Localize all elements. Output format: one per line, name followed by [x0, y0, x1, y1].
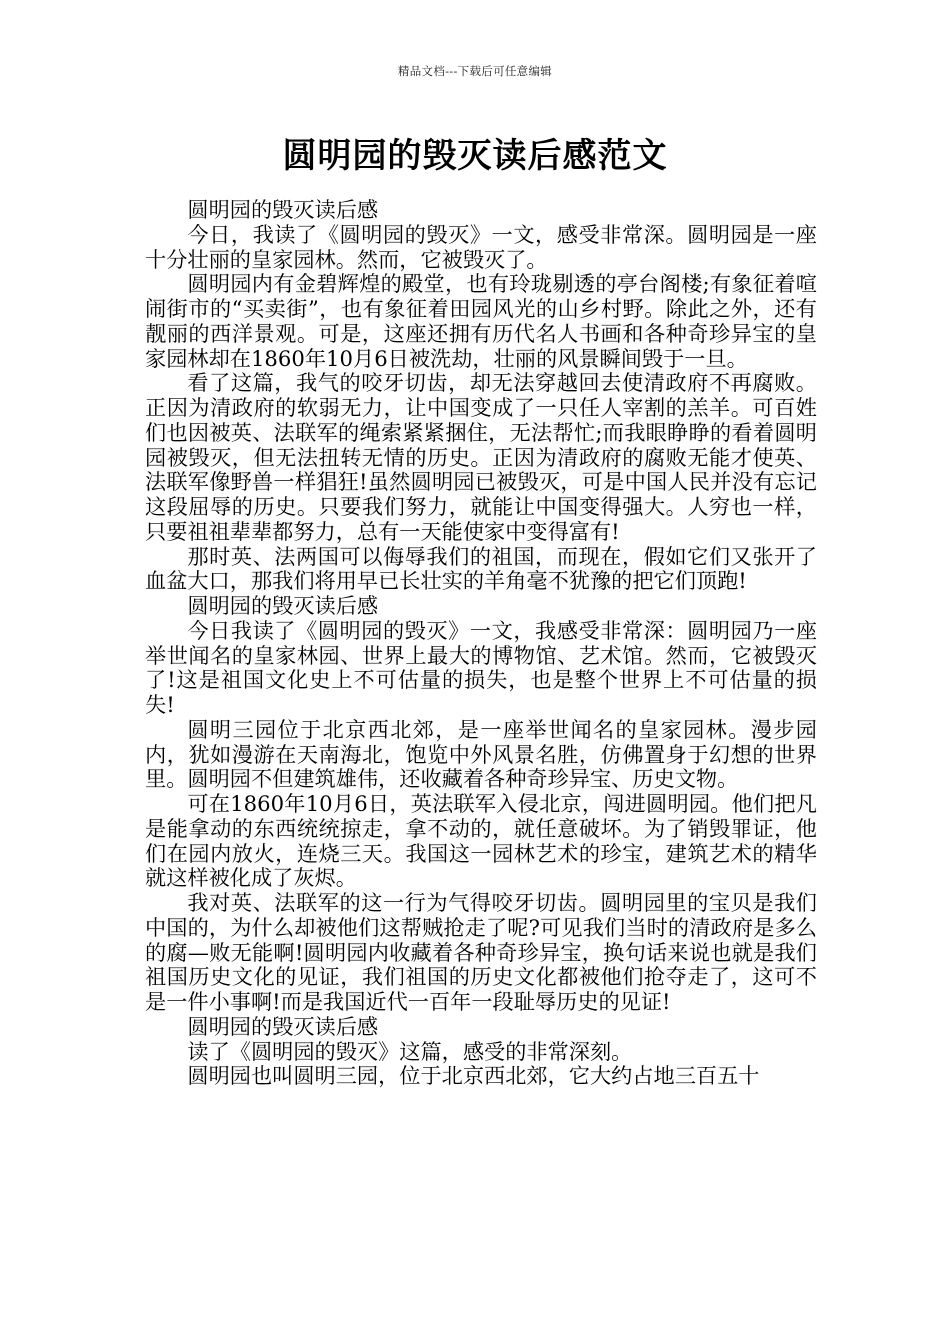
- paragraph: 看了这篇，我气的咬牙切齿，却无法穿越回去使清政府不再腐败。正因为清政府的软弱无力，让中国变成了一只任人宰割的羔羊。可百姓们也因被英、法联军的绳索紧紧捆住，无法帮忙;而我眼睁睁的看着圆明园被毁灭，但无法扭转无情的历史。正因为清政府的腐败无能才使英、法联军像野兽一样猖狂!虽然圆明园已被毁灭，可是中国人民并没有忘记这段屈辱的历史。只要我们努力，就能让中国变得强大。人穷也一样，只要祖祖辈辈都努力，总有一天能使家中变得富有!: [145, 370, 817, 544]
- section-heading: 圆明园的毁灭读后感: [187, 197, 379, 222]
- paragraph: 圆明三园位于北京西北郊，是一座举世闻名的皇家园林。漫步园内，犹如漫游在天南海北，饱览中外风景名胜，仿佛置身于幻想的世界里。圆明园不但建筑雄伟，还收藏着各种奇珍异宝、历史文物。: [145, 716, 817, 792]
- paragraph: 读了《圆明园的毁灭》这篇，感受的非常深刻。: [187, 1038, 633, 1064]
- section-heading: 圆明园的毁灭读后感: [187, 1013, 379, 1039]
- section-heading: 圆明园的毁灭读后感: [187, 593, 379, 618]
- paragraph: 圆明园也叫圆明三园，位于北京西北郊，它大约占地三百五十: [187, 1063, 760, 1089]
- paragraph: 今日我读了《圆明园的毁灭》一文，我感受非常深：圆明园乃一座举世闻名的皇家林园、世界上最大的博物馆、艺术馆。然而，它被毁灭了!这是祖国文化史上不可估量的损失，也是整个世界上不可估量的损失!: [145, 617, 817, 717]
- paragraph: 圆明园内有金碧辉煌的殿堂，也有玲珑剔透的亭台阁楼;有象征着喧闹街市的“买卖街”，也有象征着田园风光的山乡村野。除此之外，还有靓丽的西洋景观。可是，这座还拥有历代名人书画和各种奇珍异宝的皇家园林却在1860年10月6日被洗劫，壮丽的风景瞬间毁于一旦。: [145, 271, 817, 371]
- document-title: 圆明园的毁灭读后感范文: [282, 136, 668, 176]
- document-body: [145, 198, 817, 1089]
- paragraph: 那时英、法两国可以侮辱我们的祖国，而现在，假如它们又张开了血盆大口，那我们将用早已长壮实的羊角毫不犹豫的把它们顶跑!: [145, 543, 817, 594]
- page-header: 精品文档---下载后可任意编辑: [397, 64, 553, 78]
- paragraph: 今日，我读了《圆明园的毁灭》一文，感受非常深。圆明园是一座十分壮丽的皇家园林。然而，它被毁灭了。: [145, 221, 817, 272]
- paragraph: 我对英、法联军的这一行为气得咬牙切齿。圆明园里的宝贝是我们中国的，为什么却被他们这帮贼抢走了呢?可见我们当时的清政府是多么的腐—败无能啊!圆明园内收藏着各种奇珍异宝，换句话来说也就是我们祖国历史文化的见证，我们祖国的历史文化都被他们抢夺走了，这可不是一件小事啊!而是我国近代一百年一段耻辱历史的见证!: [145, 890, 817, 1014]
- paragraph: 可在1860年10月6日，英法联军入侵北京，闯进圆明园。他们把凡是能拿动的东西统统掠走，拿不动的，就任意破坏。为了销毁罪证，他们在园内放火，连烧三天。我国这一园林艺术的珍宝，建筑艺术的精华就这样被化成了灰烬。: [145, 791, 817, 891]
